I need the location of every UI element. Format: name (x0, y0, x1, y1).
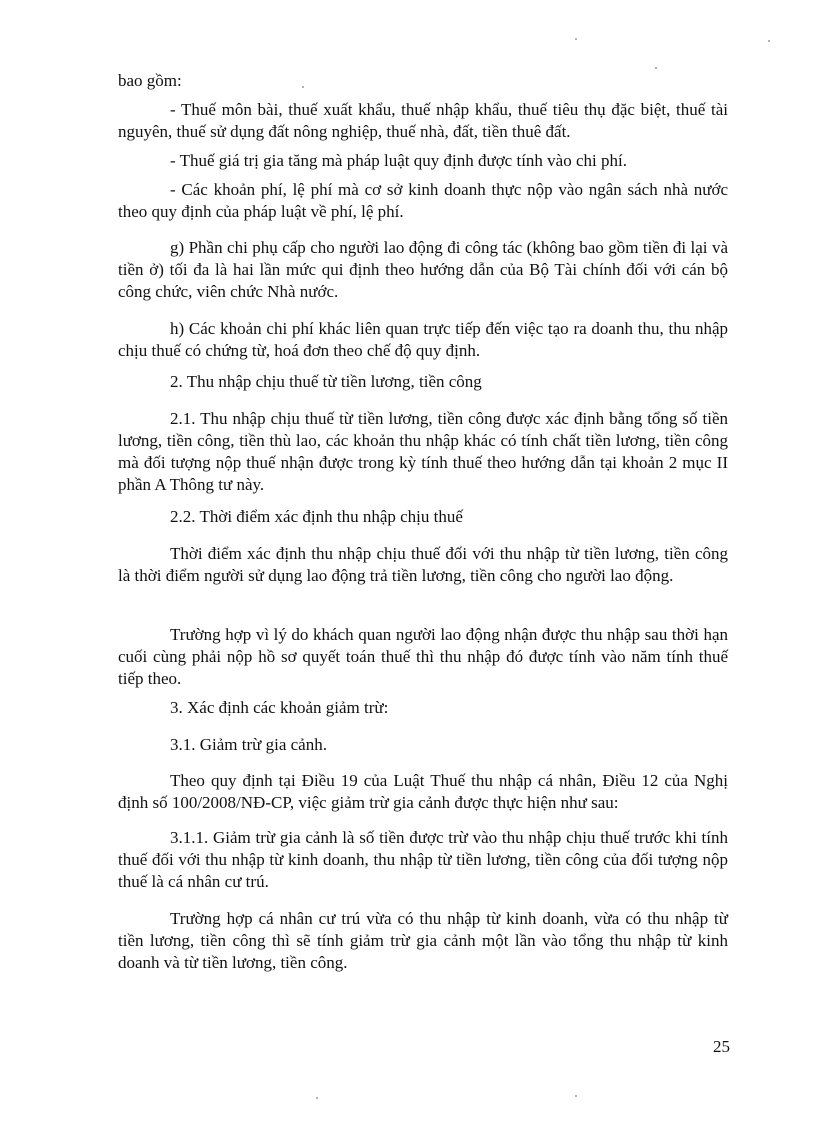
paragraph-item-g: g) Phần chi phụ cấp cho người lao động đi công tác (không bao gồm tiền đi lại và tiền ở) tối đa là hai lần mức qui định theo hướng dẫn của Bộ Tài chính đối với cán bộ công chức, viên chức Nhà nước. (118, 238, 728, 301)
section-heading-2: 2. Thu nhập chịu thuế từ tiền lương, tiền công (170, 372, 482, 391)
paragraph-bullet-taxes: - Thuế môn bài, thuế xuất khẩu, thuế nhập khẩu, thuế tiêu thụ đặc biệt, thuế tài nguyên, thuế sử dụng đất nông nghiệp, thuế nhà, đất, tiền thuê đất. (118, 100, 728, 141)
scan-speck (575, 38, 577, 40)
paragraph-legal-basis: Theo quy định tại Điều 19 của Luật Thuế thu nhập cá nhân, Điều 12 của Nghị định số 100/2008/NĐ-CP, việc giảm trừ gia cảnh được thực hiện như sau: (118, 771, 728, 812)
paragraph-timing: Thời điểm xác định thu nhập chịu thuế đối với thu nhập từ tiền lương, tiền công là thời điểm người sử dụng lao động trả tiền lương, tiền công cho người lao động. (118, 544, 728, 585)
paragraph-item-h: h) Các khoản chi phí khác liên quan trực tiếp đến việc tạo ra doanh thu, thu nhập chịu thuế có chứng từ, hoá đơn theo chế độ quy định. (118, 319, 728, 360)
section-heading-2-2: 2.2. Thời điểm xác định thu nhập chịu thuế (170, 507, 463, 526)
paragraph-intro: bao gồm: (118, 71, 182, 90)
scan-speck (316, 1097, 318, 1099)
page-number: 25 (713, 1037, 730, 1056)
paragraph-case-late: Trường hợp vì lý do khách quan người lao động nhận được thu nhập sau thời hạn cuối cùng phải nộp hồ sơ quyết toán thuế thì thu nhập đó được tính vào năm tính thuế tiếp theo. (118, 625, 728, 688)
paragraph-resident-case: Trường hợp cá nhân cư trú vừa có thu nhập từ kinh doanh, vừa có thu nhập từ tiền lương, tiền công thì sẽ tính giảm trừ gia cảnh một lần vào tổng thu nhập từ kinh doanh và từ tiền lương, tiền công. (118, 909, 728, 972)
scan-speck (655, 67, 657, 69)
section-heading-3: 3. Xác định các khoản giảm trừ: (170, 698, 389, 717)
section-heading-3-1: 3.1. Giảm trừ gia cảnh. (170, 735, 327, 754)
paragraph-3-1-1: 3.1.1. Giảm trừ gia cảnh là số tiền được trừ vào thu nhập chịu thuế trước khi tính thuế đối với thu nhập từ kinh doanh, thu nhập từ tiền lương, tiền công của đối tượng nộp thuế là cá nhân cư trú. (118, 828, 728, 891)
scan-speck (768, 40, 770, 42)
paragraph-2-1: 2.1. Thu nhập chịu thuế từ tiền lương, tiền công được xác định bằng tổng số tiền lương, tiền công, tiền thù lao, các khoản thu nhập khác có tính chất tiền lương, tiền công mà đối tượng nộp thuế nhận được trong kỳ tính thuế theo hướng dẫn tại khoản 2 mục II phần A Thông tư này. (118, 409, 728, 494)
paragraph-bullet-fees: - Các khoản phí, lệ phí mà cơ sở kinh doanh thực nộp vào ngân sách nhà nước theo quy định của pháp luật về phí, lệ phí. (118, 180, 728, 221)
paragraph-bullet-vat: - Thuế giá trị gia tăng mà pháp luật quy định được tính vào chi phí. (170, 151, 627, 170)
scan-speck (302, 86, 304, 88)
scan-speck (575, 1095, 577, 1097)
